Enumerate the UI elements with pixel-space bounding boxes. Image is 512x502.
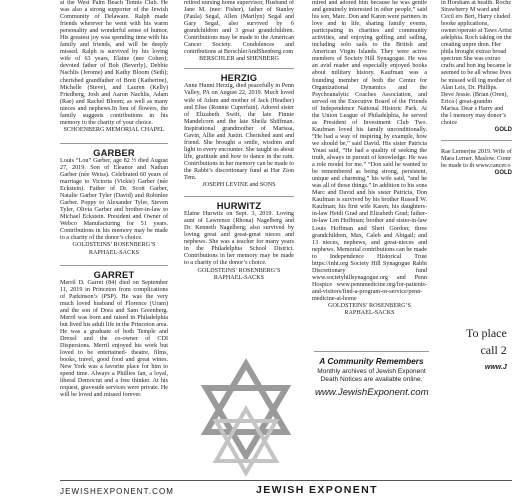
community-remembers-promo <box>315 356 428 398</box>
divider <box>60 265 168 266</box>
divider <box>184 196 294 197</box>
funeral-home-credit: GOLDSTEINS’ ROSENBERG’S <box>328 303 411 310</box>
place-notice-cta <box>466 325 507 376</box>
footer-masthead: JEWISH EXPONENT <box>256 484 378 496</box>
obituary-text: retired nursing home supervisor, Husband of Jane M. (nee: Fisher), father of Stanley (Paula) Segal, Allen (Marilyn) Segal and Gary Segal, also survived by 6 grandchildren and 3 great grandchildren. Contributions may be made to the American Cancer Society. Condolences and contributions at BerschlerAndShenberg.com <box>184 0 294 56</box>
cta-line: call 2 <box>480 343 507 357</box>
divider <box>314 351 429 352</box>
funeral-home-credit: GOLD <box>494 170 512 177</box>
divider <box>60 143 168 144</box>
divider <box>184 68 294 69</box>
funeral-home-credit: JOSEPH LEVINE and SONS <box>202 182 276 189</box>
column-3 <box>312 0 427 317</box>
funeral-home-credit: GOLDSTEINS’ ROSENBERG’S <box>72 242 156 249</box>
obituary-text: mired and adored him because he was gentle and genuinely interested in other people,” said his son, Marc. Don and Karen were partners in love and in life, sharing family events, participating in charities and community activities, and enjoying golfing and sailing, including solo sails to the British and American Virgin Islands. They were active members of Society Hill Synagogue. He was an avid reader and especially enjoyed books about military history. Kaufman was a founding member of both the Center for Organizational Dynamics and the Psychoanalytic Coaches Association, and served on the Executive Board of the Friends of Independence National Historic Park. At the Union League of Philadelphia, he served as President of Investment Club Two. Kaufman loved his family unconditionally. “He had a way of inspiring by example, how we should be,” said David. His sister Patricia Youst said, “He had a quality of seeking the truth, always in pursuit of knowledge. He was a role model for me.” “Don said he wanted to be remembered as being strong, persistent, unique and charming,” his wife said, “and he was all of those things.” In addition to his sons Marc and David and his sister Patricia, Don Kaufman is survived by his brother Russell W. Kaufman; his first wife Karen; his daughters-in-law Heidi Grad and Elizabeth Grad; father-in-law Len Hoffman; brother and sister-in-law Louis Hoffman and Sheri Gordon; three grandchildren, Max, Caleb and Abigail; and 13 nieces, nephews, and great-nieces and nephews. Memorial contributions can be made to Independence Historical Trust https://inht.org Society Hill Synagogue Rabbi Discretionary fund www.societyhillsynagogue.org and Penn Hospice www.pennmedicine.org/for-patients-and-visitors/find-a-program-or-service/penn-medicine-at-home <box>312 0 427 302</box>
funeral-home-credit: SCHOENBERG MEMORIAL CHAPEL <box>63 126 165 133</box>
funeral-home-credit: GOLD <box>494 126 512 133</box>
funeral-home-credit: RAPHAEL-SACKS <box>344 310 395 317</box>
column-2 <box>184 0 294 282</box>
obituary-text: Anne Hunni Herzig, died peacefully in Penn Valley, PA on August 22, 2019. Much loved wife of Adam and mother of Jack (Heather) and Elise (Ronnie Cuperfain). Adored sister of Elizabeth Swift, the late Finnie Mandelcorn and the late Sheila Shiffman. Inspirational grandmother of Marissa, Gavin, Allie and Justin. Cherished aunt and friend. She brought a smile, wisdom and light to every encounter. She taught us about life, gratitude and how to dance in the rain. Contributions in her memory can be made to the Rabbi’s discretionary fund at Har Zion Tem. <box>184 83 294 182</box>
footer-rule <box>60 480 512 481</box>
cta-line: To place <box>466 326 507 340</box>
funeral-home-credit: RAPHAEL-SACKS <box>88 249 140 256</box>
obituary-heading-hurwitz: HURWITZ <box>216 200 262 212</box>
promo-subtitle: Monthly archives of Jewish Exponent Death Notices are available online. <box>317 368 426 383</box>
obituary-text: Elaine Hurwitz on Sept. 3, 2019. Loving aunt of Lawrence (Rhona) Nagelberg and Dr. Kenneth Nagelberg; also survived by loving great and great-great nieces and nephews. She was a teacher for many years in the Philadelphia School District. Contributions in her memory may be made to a charity of the donor’s choice. <box>184 211 294 267</box>
footer-website[interactable]: JEWISHEXPONENT.COM <box>60 487 175 496</box>
funeral-home-credit: GOLDSTEINS’ ROSENBERG’S <box>197 267 281 274</box>
star-of-david-icon <box>210 403 282 477</box>
obituary-heading-garber: GARBER <box>93 146 135 158</box>
obituary-text: Louis “Lou” Garber, age 82 ½ died August 27, 2019. Son of Eleanor and Nathan Garber (née Weiss). Celebrated 60 years of marriage to Victoria (Vickie) Garber (née Eckstein). Father of Dr. Scott Garber, Natalie Garber Tyler (David) and Robinlee Garber. Poppy to Alexander Tyler, Steven Tyler, Olivia Garber and brother-in-law to Michael Eckstein. President and Owner of Webco Manufacturing for 51 years. Contributions in his memory may be made to a charity of the donor’s choice. <box>60 157 168 242</box>
obituary-heading-garret: GARRET <box>93 268 135 280</box>
funeral-home-credit: BERSCHLER and SHENBERG <box>199 56 279 63</box>
funeral-home-credit: RAPHAEL-SACKS <box>213 274 265 281</box>
divider <box>441 140 512 141</box>
cta-link[interactable]: www.J <box>484 364 507 371</box>
column-1 <box>60 0 168 399</box>
column-4 <box>441 0 512 290</box>
obituary-text: at the West Palm Beach Tennis Club. He was also a strong supporter of the Jewish Community of Delaware. Ralph made friends wherever he went with his warm personality and wonderful sense of humor. His greatest joy was spending time with his family and friends, and will be deeply missed. Ralph is survived by his loving wife of 63 years, Elaine (nee Cohen); devoted father of Bob (Beverly), Debbie Nachlis (Jerome) and Kathy Bloom (Seth); cherished grandfather of Brett (Katherine), Michelle (Steve), and Lauren (Kelly) Friedberg, Josh and Aaron Nachlis, Adam (Rae) and Rachel Bloom; as well as many nieces and nephews.In lieu of flowers, the family suggests contributions in his memory to the charity of your choice. <box>60 0 168 126</box>
obituary-text: Rae Lerner(ne 2019. Wife of Mara Lerner. Maslow. Contr be made to th www.cancer.o <box>441 148 512 169</box>
promo-link[interactable]: www.JewishExponent.com <box>315 387 429 398</box>
obituary-heading-herzig: HERZIG <box>220 72 258 84</box>
obituary-text: in Horsham at health. Roche Strawberry M ward and Cecil ers Bert, Harry cluded booke applications, owner/operato at Taws Artist adelphia. Roch taking on the creating unpre dren. Her phila brought extrao broad spectrun She was extrao crafts and hon ing became le seemed to be all whose lives be missed will ing mother of Alan Leis, Dr. Phillips. Deve Jessie. (Brian (Oren), Erica ( great-grandm Marisa. Dear s Harry and the l memory may donor’s choice <box>441 0 512 126</box>
obituary-text: Merril D. Garret (84) died on September 11, 2019 in Princeton from complications of Parkinson’s (PSP). He was the very much loved husband of Florence (Uram) and the son of Dora and Sam Greenberg. Merril was born and raised in Philadelphia but lived his adult life in the Princeton area. He was a graduate of both Temple and Drexel and the co-owner of CDI Dispersions. Merril enjoyed his work but loved to be entertained- theatre, films, books, travel, good food and great wines. New York was a favorite place for him to spend time. Always a Phillies fan, a loyal, liberal Democrat and a free thinker. At his request, graveside services were private. He will be loved and missed forever. <box>60 279 168 399</box>
promo-title: A Community Remembers <box>319 356 424 366</box>
